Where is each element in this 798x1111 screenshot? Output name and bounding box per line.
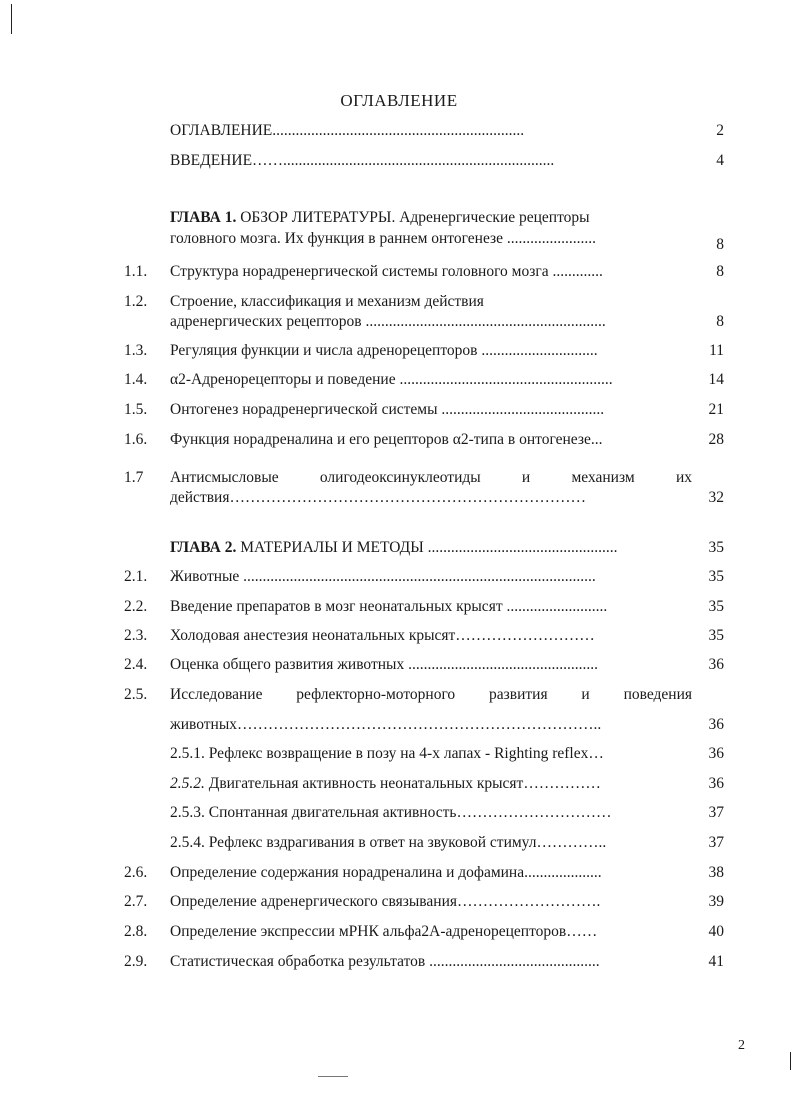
entry-text: ОБЗОР ЛИТЕРАТУРЫ. Адренергические рецепторы	[236, 209, 590, 226]
entry-page: 2	[716, 122, 724, 139]
entry-number: 2.1.	[124, 568, 148, 585]
entry-page: 8	[716, 263, 724, 280]
scan-mark-bottom-smudge	[318, 1076, 348, 1077]
entry-page: 35	[708, 627, 724, 644]
entry-text: Исследование рефлекторно-моторного развития и поведения	[170, 686, 692, 703]
entry-page: 35	[708, 539, 724, 556]
entry-text: Функция норадреналина и его рецепторов α2-типа в онтогенезе...	[170, 431, 603, 448]
entry-page: 36	[708, 716, 724, 733]
entry-text: Строение, классификация и механизм действия	[170, 293, 484, 310]
entry-number: 2.9.	[124, 953, 148, 970]
subentry-number: 2.5.2.	[170, 775, 205, 792]
entry-text: Статистическая обработка результатов ............................................	[170, 953, 600, 970]
entry-page: 38	[708, 864, 724, 881]
page-number: 2	[738, 1038, 745, 1053]
entry-page: 40	[708, 923, 724, 940]
chapter-label: ГЛАВА 2.	[170, 539, 237, 556]
entry-page: 11	[709, 342, 724, 359]
entry-number: 2.6.	[124, 864, 148, 881]
entry-page: 36	[708, 745, 724, 762]
entry-page: 32	[708, 489, 724, 506]
entry-text: Холодовая анестезия неонатальных крысят………………………	[170, 627, 595, 644]
entry-text: α2-Адренорецепторы и поведение .......................................................	[170, 371, 613, 388]
entry-number: 2.4.	[124, 656, 148, 673]
entry-text: 2.5.1. Рефлекс возвращение в позу на 4-х лапах - Righting reflex…	[170, 745, 604, 762]
entry-page: 37	[708, 834, 724, 851]
chapter-line	[170, 537, 650, 559]
entry-number: 1.3.	[124, 342, 148, 359]
entry-page: 8	[716, 313, 724, 330]
entry-text: действия……………………………………………………………	[170, 489, 586, 506]
entry-page: 35	[708, 568, 724, 585]
entry-text: 2.5.4. Рефлекс вздрагивания в ответ на звуковой стимул…………..	[170, 834, 607, 851]
entry-text: Антисмысловые олигодеоксинуклеотиды и механизм их	[170, 469, 692, 486]
subentry-line	[170, 773, 658, 795]
entry-page: 21	[708, 401, 724, 418]
entry-text: Онтогенез норадренергической системы ..........................................	[170, 401, 605, 418]
entry-number: 1.5.	[124, 401, 148, 418]
entry-text: 2.5.3. Спонтанная двигательная активность…………………………	[170, 804, 612, 821]
entry-text: Оценка общего развития животных .................................................	[170, 656, 598, 673]
entry-page: 36	[708, 775, 724, 792]
scan-mark-bottom-right	[790, 1052, 791, 1070]
entry-text: Двигательная активность неонатальных крысят……………	[204, 775, 601, 792]
entry-text: Животные ...........................................................................................	[170, 568, 596, 585]
entry-page: 36	[708, 656, 724, 673]
entry-number: 1.1.	[124, 263, 148, 280]
entry-number: 2.7.	[124, 893, 148, 910]
page-title: ОГЛАВЛЕНИЕ	[340, 91, 458, 110]
entry-text: головного мозга. Их функция в раннем онтогенезе .......................	[170, 230, 597, 247]
scan-mark-top-left	[11, 4, 12, 34]
entry-number: 2.5.	[124, 686, 148, 703]
entry-number: 1.7	[124, 469, 144, 486]
entry-page: 8	[716, 236, 724, 253]
entry-number: 1.6.	[124, 431, 148, 448]
entry-page: 4	[716, 152, 724, 169]
entry-number: 2.3.	[124, 627, 148, 644]
entry-text: МАТЕРИАЛЫ И МЕТОДЫ .................................................	[236, 539, 618, 556]
entry-page: 28	[708, 431, 724, 448]
entry-page: 35	[708, 598, 724, 615]
entry-text: ВВЕДЕНИЕ……......................................................................	[170, 152, 555, 169]
entry-text: Определение экспрессии мРНК альфа2А-адренорецепторов……	[170, 923, 598, 940]
entry-number: 2.8.	[124, 923, 148, 940]
entry-text: Структура норадренергической системы головного мозга .............	[170, 263, 603, 280]
entry-text: ОГЛАВЛЕНИЕ.................................................................	[170, 122, 525, 139]
entry-page: 14	[708, 371, 724, 388]
entry-text: животных……………………………………………………………..	[170, 716, 602, 733]
chapter-label: ГЛАВА 1.	[170, 209, 237, 226]
entry-page: 39	[708, 893, 724, 910]
entry-number: 1.4.	[124, 371, 148, 388]
entry-text: Определение адренергического связывания……………………….	[170, 893, 601, 910]
entry-text: Введение препаратов в мозг неонатальных крысят ..........................	[170, 598, 608, 615]
entry-page: 41	[708, 953, 724, 970]
entry-number: 2.2.	[124, 598, 148, 615]
entry-text: Регуляция функции и числа адренорецепторов ..............................	[170, 342, 598, 359]
entry-text: Определение содержания норадреналина и дофамина....................	[170, 864, 602, 881]
entry-text: адренергических рецепторов ..............................................................	[170, 313, 606, 330]
chapter-line-1	[170, 207, 650, 229]
entry-number: 1.2.	[124, 293, 148, 310]
entry-page: 37	[708, 804, 724, 821]
